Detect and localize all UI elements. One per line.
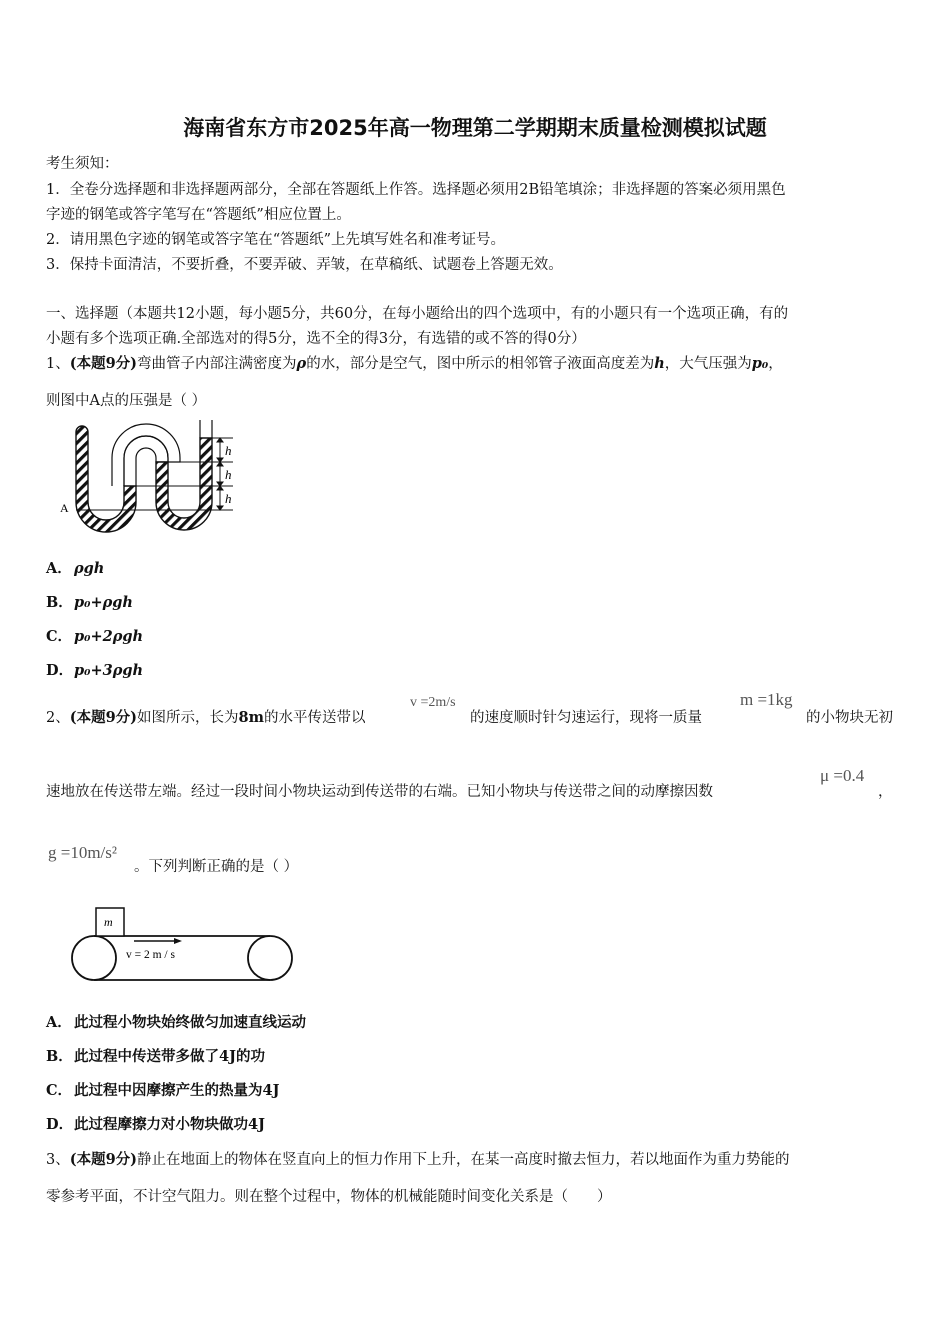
q3-number: 3、 xyxy=(46,1152,70,1168)
notice-item-1-cont: 字迹的钢笔或答字笔写在“答题纸”相应位置上。 xyxy=(46,207,351,223)
q2-mass-eq: m =1kg xyxy=(740,690,793,709)
arrow-right-icon xyxy=(174,938,182,944)
q2-stem-line2: 速地放在传送带左端。经过一段时间小物块运动到传送带的右端。已知小物块与传送带之间的动摩擦因数 xyxy=(46,784,713,800)
speed-label: v = 2 m / s xyxy=(126,949,175,961)
q1-option-d[interactable]: D．p₀+3ρgh xyxy=(46,662,144,679)
q2-stem: 2、(本题9分)如图所示，长为8m的水平传送带以 xyxy=(46,709,366,726)
q1-stem: 1、(本题9分)弯曲管子内部注满密度为ρ的水，部分是空气，图中所示的相邻管子液面高度差为h，大气压强为p₀， xyxy=(46,355,783,372)
conveyor-belt-figure xyxy=(68,903,298,983)
q2-option-a[interactable]: A． 此过程小物块始终做匀加速直线运动 xyxy=(46,1014,306,1031)
q2-mu-eq: μ =0.4 xyxy=(820,766,865,785)
q2-score: (本题9分) xyxy=(69,709,138,726)
q1-score: (本题9分) xyxy=(69,355,138,372)
q2-number: 2、 xyxy=(46,710,70,726)
q1-option-a[interactable]: A． ρgh xyxy=(46,560,105,577)
q2-comma: ， xyxy=(878,784,893,800)
q1-stem-line2: 则图中A点的压强是（ ） xyxy=(46,393,207,409)
h-label-3: h xyxy=(225,491,232,506)
notice-item-3: 3．保持卡面清洁，不要折叠，不要弄破、弄皱，在草稿纸、试题卷上答题无效。 xyxy=(46,257,563,273)
q2-option-c[interactable]: C． 此过程中因摩擦产生的热量为4J xyxy=(46,1082,280,1099)
section-header-line1: 一、选择题（本题共12小题，每小题5分，共60分，在每小题给出的四个选项中，有的小题只有一个选项正确，有的 xyxy=(46,306,789,322)
q2-question: 。下列判断正确的是（ ） xyxy=(134,859,299,875)
h-label-1: h xyxy=(225,443,232,458)
notice-item-1: 1．全卷分选择题和非选择题两部分，全部在答题纸上作答。选择题必须用2B铅笔填涂；非选择题的答案必须用黑色 xyxy=(46,182,786,198)
h-label-2: h xyxy=(225,467,232,482)
q2-velocity-eq: v =2m/s xyxy=(410,695,456,710)
q2-option-b[interactable]: B．此过程中传送带多做了4J的功 xyxy=(46,1048,265,1065)
section-header-line2: 小题有多个选项正确.全部选对的得5分，选不全的得3分，有选错的或不答的得0分） xyxy=(46,331,586,347)
u-tube-figure xyxy=(58,420,238,540)
right-pulley-icon xyxy=(248,936,292,980)
q1-option-b[interactable]: B．p₀+ρgh xyxy=(46,594,133,611)
q2-option-d[interactable]: D．此过程摩擦力对小物块做功4J xyxy=(46,1116,265,1133)
q1-number: 1、 xyxy=(46,356,70,372)
q2-stem-mid: 的速度顺时针匀速运行，现将一质量 xyxy=(470,710,702,726)
q2-stem-end: 的小物块无初 xyxy=(806,710,893,726)
q1-option-c[interactable]: C． p₀+2ρgh xyxy=(46,628,144,645)
point-a-label: A xyxy=(60,501,69,515)
q2-g-eq: g =10m/s² xyxy=(48,843,117,862)
q3-stem: 3、(本题9分)静止在地面上的物体在竖直向上的恒力作用下上升，在某一高度时撤去恒力，若以地面作为重力势能的 xyxy=(46,1151,790,1168)
block-label: m xyxy=(104,915,113,929)
q3-stem-line2: 零参考平面，不计空气阻力。则在整个过程中，物体的机械能随时间变化关系是（ ） xyxy=(46,1189,612,1205)
notice-item-2: 2．请用黑色字迹的钢笔或答字笔在“答题纸”上先填写姓名和准考证号。 xyxy=(46,232,506,248)
notice-heading: 考生须知： xyxy=(46,156,119,172)
page-title: 海南省东方市2025年高一物理第二学期期末质量检测模拟试题 xyxy=(183,116,767,140)
left-pulley-icon xyxy=(72,936,116,980)
q3-score: (本题9分) xyxy=(69,1151,138,1168)
